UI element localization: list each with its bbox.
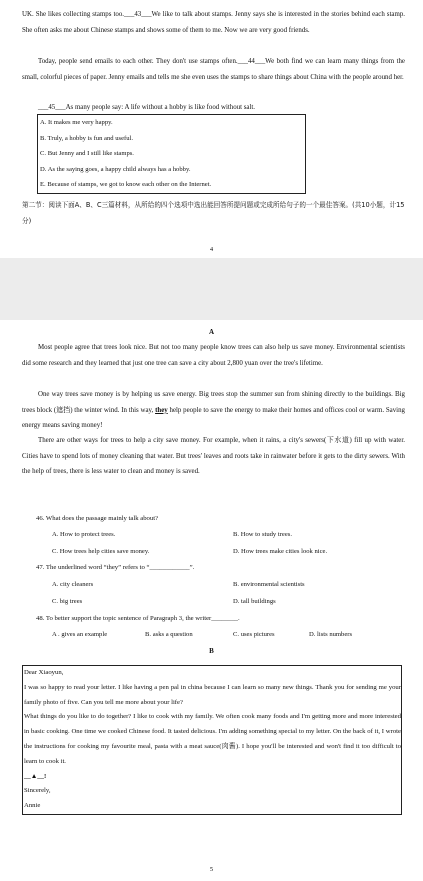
q48-option-a: A . gives an example xyxy=(52,631,108,638)
passage-a-label: A xyxy=(208,328,215,336)
q46-option-a: A. How to protect trees. xyxy=(52,531,116,538)
passage-b-label: B xyxy=(209,647,214,655)
question-47: 47. The underlined word “they” refers to “____________”. xyxy=(36,564,195,571)
option-c: C. But Jenny and I still like stamps. xyxy=(40,150,134,158)
letter-blank: __▲__! xyxy=(24,772,47,780)
passage-a-paragraph-2: One way trees save money is by helping us save energy. Big trees stop the summer sun from shining directly to the buildings. Big trees block (遮挡) the winter wind. In this way, they help people to save the energy to make their homes and offices cool or warm. Saving energy means saving money! xyxy=(22,391,405,430)
q46-option-c: C. How trees help cities save money. xyxy=(52,548,150,555)
page-4 xyxy=(0,0,423,258)
q48-option-c: C. uses pictures xyxy=(233,631,275,638)
underlined-they: they xyxy=(155,406,168,414)
q47-option-d: D. tall buildings xyxy=(233,598,276,605)
option-a: A. It makes me very happy. xyxy=(40,119,113,126)
question-46: 46. What does the passage mainly talk about? xyxy=(36,515,159,522)
paragraph-43: UK. She likes collecting stamps too.___43___We like to talk about stamps. Jenny says she is interested in the stories behind each stamp. She often asks me about Chinese stamps and shows some of them to me. Now we are very good friends. xyxy=(22,11,405,34)
letter-closing: Sincerely, xyxy=(24,787,51,795)
q46-option-b: B. How to study trees. xyxy=(233,531,292,538)
letter-paragraph-1: I was so happy to read your letter. I like having a pen pal in china because I can learn so many new things. Thank you for sending me your family photo of five. Can you tell me more about your life? xyxy=(24,683,401,706)
section-instruction: 第二节：阅读下面A、B、C三篇材料，从所给的四个选项中选出能回答所提问题或完成所给句子的一个最佳答案。(共10小题，计15分) xyxy=(22,201,405,225)
passage-a-paragraph-3: There are other ways for trees to help a city save money. For example, when it rains, a city's sewers(下水道) fill up with water. Cities have to spend lots of money cleaning that water. But trees' leaves and roots take in rainwater before it gets to the dirty sewers. With the help of trees, there is less water to clean and money is saved. xyxy=(22,437,405,476)
letter-paragraph-2: What things do you like to do together? I like to cook with my family. We often cook many foods and I'm getting more and more interested in basic cooking. One time we cooked Chinese food. It tasted delicious. I'm adding something special to my letter. On the back of it, I wrote the instructions for cooking my favourite meal, pasta with a meat sauce(肉酱). I hope you'll be interested and won't find it too difficult to learn to cook it. xyxy=(24,713,401,765)
page-number: 4 xyxy=(209,246,214,253)
question-48: 48. To better support the topic sentence of Paragraph 3, the writer________. xyxy=(36,615,240,622)
page-separator xyxy=(0,258,423,320)
passage-a-paragraph-1: Most people agree that trees look nice. But not too many people know trees can also help us save money. Environmental scientists did some research and they learned that just one tree can save a city about 2,800 yuan over the tree's lifetime. xyxy=(22,344,405,367)
q48-option-d: D. lists numbers xyxy=(309,631,353,638)
paragraph-45: ___45___As many people say: A life without a hobby is like food without salt. xyxy=(38,104,256,111)
q46-option-d: D. How trees make cities look nice. xyxy=(233,548,328,555)
letter-greeting: Dear Xiaoyun, xyxy=(24,669,64,676)
paragraph-44: Today, people send emails to each other. They don't use stamps often.___44___We both find we can learn many things from the small, colorful pieces of paper. Jenny emails and tells me she even uses the stamps to share things about China with the people around her. xyxy=(22,58,405,81)
option-b: B. Truly, a hobby is fun and useful. xyxy=(40,134,133,142)
q47-option-a: A. city cleaners xyxy=(52,581,94,588)
q48-option-b: B. asks a question xyxy=(145,631,193,638)
q47-option-b: B. environmental scientists xyxy=(233,581,305,588)
letter-signature: Annie xyxy=(24,802,41,810)
option-e: E. Because of stamps, we got to know each other on the Internet. xyxy=(40,181,212,189)
page-number: 5 xyxy=(209,866,214,873)
option-d: D. As the saying goes, a happy child always has a hobby. xyxy=(40,165,191,173)
q47-option-c: C. big trees xyxy=(52,598,83,605)
letter-box xyxy=(22,665,402,815)
answer-options-box xyxy=(37,114,306,194)
